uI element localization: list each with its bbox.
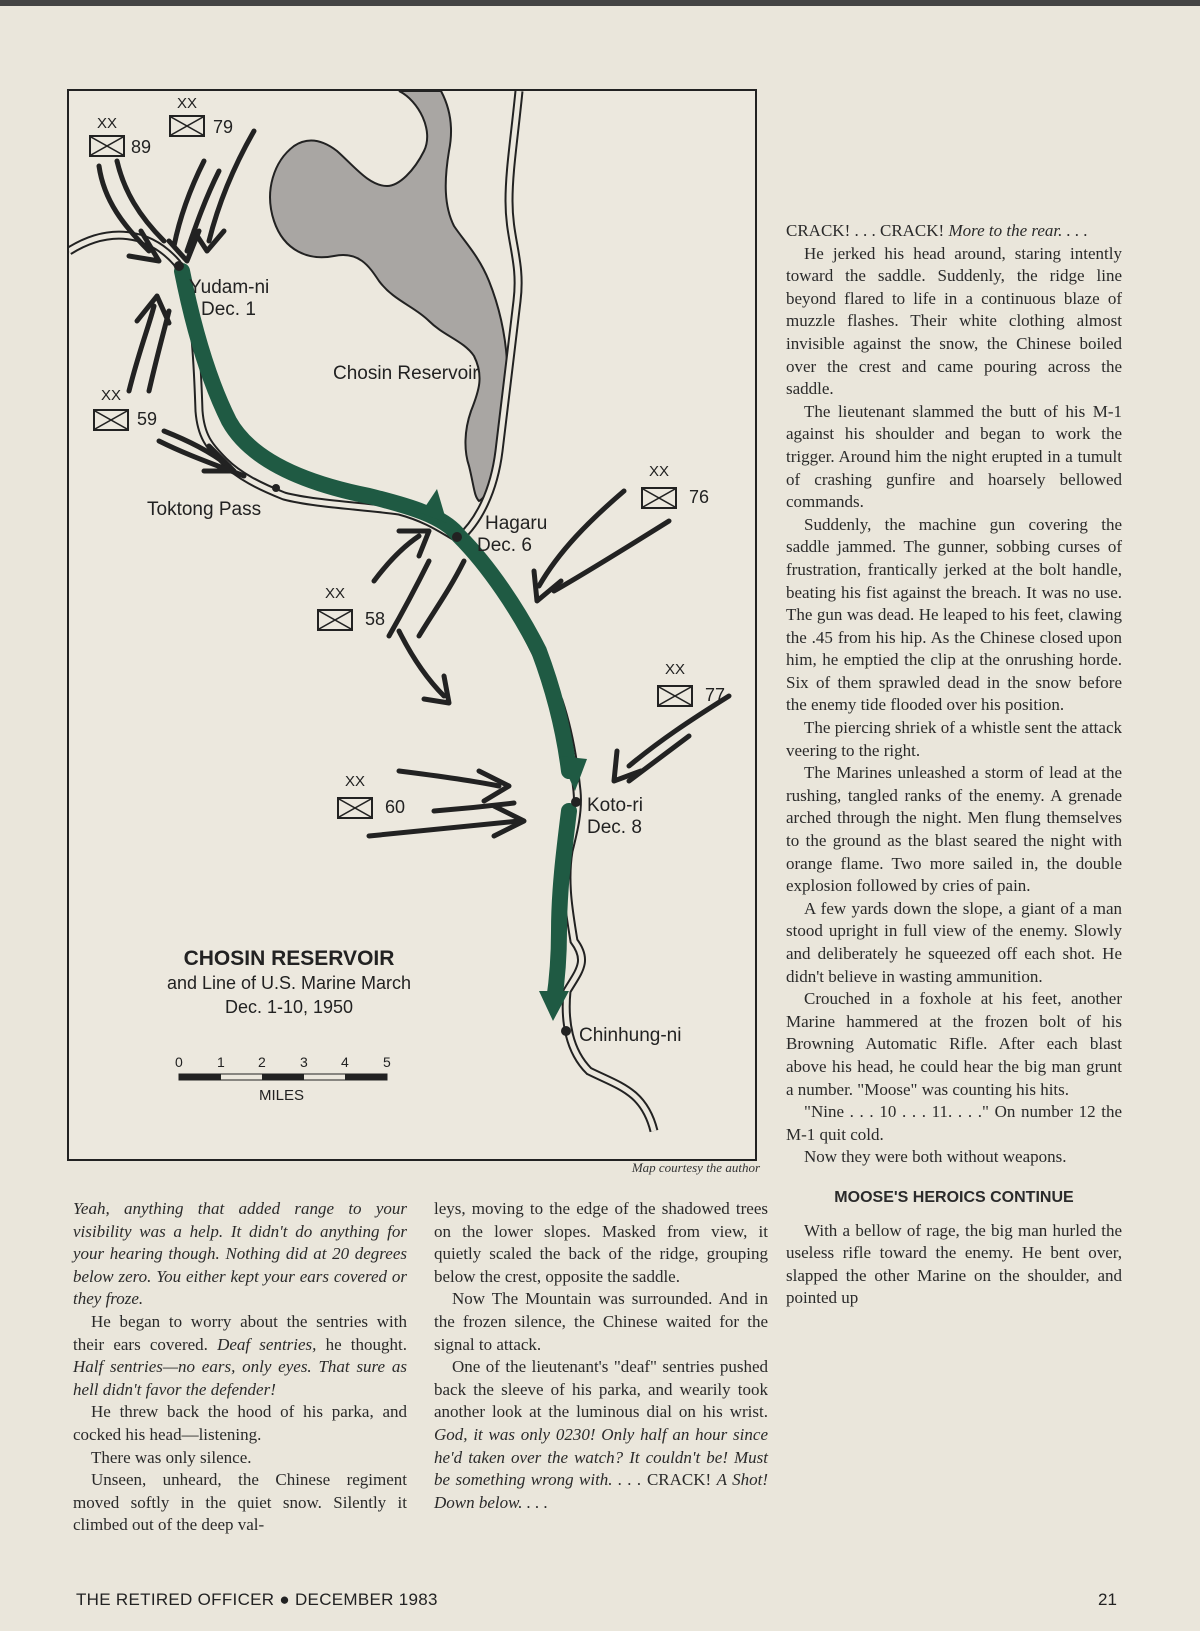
- town-dot-chinhung-ni: [561, 1026, 571, 1036]
- label-yudam-ni-date: Dec. 1: [201, 299, 256, 320]
- unit-79-symbol: [169, 115, 205, 137]
- map-dates: Dec. 1-10, 1950: [224, 997, 354, 1017]
- scale-tick-0: 0: [175, 1054, 183, 1070]
- label-yudam-ni: Yudam-ni: [189, 277, 270, 298]
- paragraph: The piercing shriek of a whistle sent the attack veering to the right.: [786, 718, 1122, 760]
- paragraph: A few yards down the slope, a giant of a man stood upright in full view of the enemy. Slowly and deliberately he squeezed off each shot. He didn't believe in wasting ammunition.: [786, 898, 1122, 986]
- label-koto-ri: Koto-ri: [587, 795, 643, 816]
- label-chosin-reservoir: Chosin Reservoir: [333, 363, 479, 384]
- scale-tick-3: 3: [300, 1054, 308, 1070]
- map-subtitle: and Line of U.S. Marine March: [166, 973, 412, 993]
- reservoir-shape: [270, 91, 507, 501]
- label-chinhung-ni: Chinhung-ni: [579, 1025, 682, 1046]
- town-dot-koto-ri: [571, 797, 581, 807]
- map-figure: [67, 89, 757, 1161]
- top-rule: [0, 0, 1200, 6]
- unit-60-number: 60: [385, 797, 406, 817]
- paragraph: The Marines unleashed a storm of lead at the rushing, tangled ranks of the enemy. A grenade arched through the night. Men flung themselves to the ground as the blast seared the night with orange flame. Two more sailed in, the double explosion followed by cries of pain.: [786, 763, 1122, 896]
- scale-tick-4: 4: [341, 1054, 349, 1070]
- paragraph: The lieutenant slammed the butt of his M-1 against his shoulder and began to work the trigger. Around him the night erupted in a tumult of crashing gunfire and hoarsely bellowed commands.: [786, 401, 1122, 512]
- paragraph: He threw back the hood of his parka, and cocked his head—listening.: [73, 1402, 407, 1444]
- paragraph: He jerked his head around, staring intently toward the saddle. Suddenly, the ridge line beyond flared to life in a continuous blaze of muzzle flashes. Their white clothing almost invisible against the snow, the Chinese boiled over the crest and came pouring across the saddle.: [786, 243, 1122, 399]
- scale-bar: [179, 1074, 387, 1080]
- paragraph: Suddenly, the machine gun covering the saddle jammed. The gunner, sobbing curses of frustration, frantically jerked at the bolt handle, beating his fist against the breach. It was no use. The gun was dead. He leaped to his feet, clawing the .45 from his hip. As the Chinese closed upon him, he emptied the clip at the onrushing horde. Six of them sprawled dead in the snow before the enemy tide flooded over his position.: [786, 514, 1122, 715]
- town-dot-hagaru: [452, 532, 462, 542]
- paragraph: Yeah, anything that added range to your visibility was a help. It didn't do anything for your hearing though. Nothing did at 20 degrees below zero. You either kept your ears covered or they froze.: [73, 1199, 407, 1309]
- paragraph: He began to worry about the sentries with their ears covered. Deaf sentries, he thought. Half sentries—no ears, only eyes. That sure as hell didn't favor the defender!: [73, 1311, 407, 1399]
- unit-60-symbol: [337, 797, 373, 819]
- unit-59-symbol: [93, 409, 129, 431]
- scale-tick-2: 2: [258, 1054, 266, 1070]
- label-hagaru: Hagaru: [485, 513, 548, 534]
- paragraph: "Nine . . . 10 . . . 11. . . ." On number 12 the M-1 quit cold.: [786, 1102, 1122, 1144]
- unit-89-number: 89: [131, 137, 152, 157]
- town-dot-yudam-ni: [174, 261, 184, 271]
- map-title: CHOSIN RESERVOIR: [183, 947, 395, 970]
- label-koto-ri-date: Dec. 8: [587, 817, 642, 838]
- paragraph: Now they were both without weapons.: [804, 1147, 1067, 1167]
- scale-tick-1: 1: [217, 1054, 225, 1070]
- unit-59-echelon: XX: [101, 387, 122, 404]
- publication-footer: THE RETIRED OFFICER ● DECEMBER 1983: [76, 1590, 438, 1609]
- unit-59-number: 59: [137, 409, 158, 429]
- paragraph: Now The Mountain was surrounded. And in the frozen silence, the Chinese waited for the signal to attack.: [434, 1289, 768, 1354]
- unit-79-number: 79: [213, 117, 234, 137]
- unit-89-symbol: [89, 135, 125, 157]
- unit-76-number: 76: [689, 487, 710, 507]
- article-column-2: [434, 1198, 768, 1514]
- town-dot-toktong: [272, 484, 280, 492]
- label-hagaru-date: Dec. 6: [477, 535, 532, 556]
- unit-77-number: 77: [705, 685, 726, 705]
- unit-76-echelon: XX: [649, 463, 670, 480]
- map-credit: Map courtesy the author: [631, 1160, 760, 1175]
- paragraph: Crouched in a foxhole at his feet, another Marine hammered at the frozen bolt of his Browning Automatic Rifle. After each blast above his head, he could hear the big man grunt a number. "Moose" was counting his hits.: [786, 989, 1122, 1099]
- paragraph: With a bellow of rage, the big man hurled the useless rifle toward the enemy. He bent over, slapped the other Marine on the shoulder, and pointed up: [786, 1220, 1122, 1308]
- paragraph: leys, moving to the edge of the shadowed trees on the lower slopes. Masked from view, it quietly scaled the back of the ridge, grouping below the crest, opposite the saddle.: [434, 1199, 768, 1286]
- scale-unit: MILES: [259, 1087, 305, 1104]
- unit-58-number: 58: [365, 609, 386, 629]
- scale-tick-5: 5: [383, 1054, 391, 1070]
- unit-89-echelon: XX: [97, 115, 118, 132]
- paragraph: Unseen, unheard, the Chinese regiment moved softly in the quiet snow. Silently it climbed out of the deep val-: [73, 1470, 407, 1535]
- paragraph: There was only silence.: [91, 1447, 252, 1467]
- article-column-3: [786, 220, 1122, 1310]
- paragraph: One of the lieutenant's "deaf" sentries pushed back the sleeve of his parka, and wearily took another look at the luminous dial on his wrist. God, it was only 0230! Only half an hour since he'd taken over the watch? It couldn't be! Must be something wrong with. . . . CRACK! A Shot! Down below. . . .: [434, 1357, 769, 1512]
- unit-58-echelon: XX: [325, 585, 346, 602]
- unit-58-symbol: [317, 609, 353, 631]
- section-subheading: MOOSE'S HEROICS CONTINUE: [834, 1188, 1074, 1206]
- unit-77-echelon: XX: [665, 661, 686, 678]
- unit-76-symbol: [641, 487, 677, 509]
- unit-77-symbol: [657, 685, 693, 707]
- page-number: 21: [1098, 1590, 1117, 1609]
- unit-60-echelon: XX: [345, 773, 366, 790]
- label-toktong-pass: Toktong Pass: [147, 499, 262, 520]
- article-column-1: [73, 1198, 407, 1537]
- paragraph: CRACK! . . . CRACK! More to the rear. . . .: [786, 221, 1088, 240]
- unit-79-echelon: XX: [177, 95, 198, 112]
